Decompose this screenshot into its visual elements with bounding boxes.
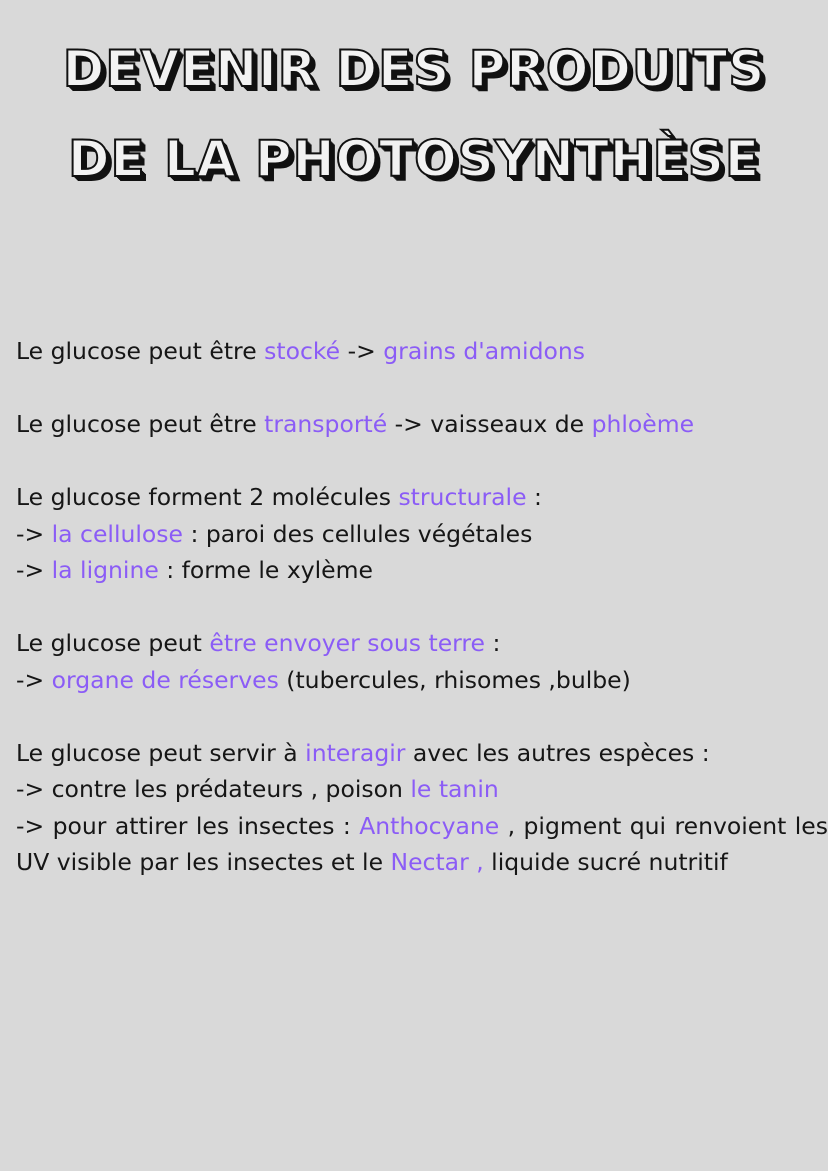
highlight-organe-reserves: organe de réserves xyxy=(51,665,279,694)
text: Le glucose forment 2 molécules xyxy=(16,483,399,511)
highlight-tanin: le tanin xyxy=(410,775,499,803)
text: -> vaisseaux de xyxy=(387,410,592,438)
highlight-interagir: interagir xyxy=(305,738,406,767)
highlight-sous-terre: être envoyer sous terre xyxy=(209,629,486,657)
text: -> xyxy=(16,665,52,694)
paragraph-structure-line-2 xyxy=(16,516,828,553)
text: liquide sucré nutritif xyxy=(483,848,728,876)
paragraph-structure-line-3 xyxy=(16,552,828,589)
highlight-nectar: Nectar , xyxy=(390,848,484,876)
text: -> contre les prédateurs , poison xyxy=(16,775,411,803)
text: -> xyxy=(16,556,52,584)
spacer xyxy=(16,698,828,735)
paragraph-transport xyxy=(16,406,828,443)
highlight-stocke: stocké xyxy=(264,337,341,365)
highlight-structurale: structurale xyxy=(398,483,527,511)
paragraph-reserve-line-2 xyxy=(16,662,828,699)
highlight-phloeme: phloème xyxy=(591,410,695,438)
spacer xyxy=(16,589,828,626)
title-line-2: DE LA PHOTOSYNTHÈSE xyxy=(68,130,760,188)
text: : xyxy=(526,483,542,511)
text: Le glucose peut être xyxy=(16,337,265,365)
paragraph-interaction-line-2 xyxy=(16,771,828,808)
text: avec les autres espèces : xyxy=(405,738,710,767)
text: Le glucose peut être xyxy=(16,410,265,438)
text: : xyxy=(485,629,501,657)
text: Le glucose peut servir à xyxy=(16,738,306,767)
highlight-cellulose: la cellulose xyxy=(51,519,183,548)
paragraph-structure-line-1 xyxy=(16,479,828,516)
document-body xyxy=(16,333,828,881)
text: -> xyxy=(16,519,52,548)
text: Le glucose peut xyxy=(16,629,210,657)
title-line-1: DEVENIR DES PRODUITS xyxy=(62,40,766,98)
paragraph-interaction-line-3 xyxy=(16,808,828,881)
highlight-lignine: la lignine xyxy=(51,556,159,584)
paragraph-stockage xyxy=(16,333,828,370)
text: : paroi des cellules végétales xyxy=(182,519,533,548)
text: , pigment qui renvoient les UV visible par les insectes et le xyxy=(16,811,828,876)
text: -> pour attirer les insectes : xyxy=(16,811,360,840)
highlight-transporte: transporté xyxy=(264,410,388,438)
highlight-anthocyane: Anthocyane xyxy=(359,811,500,840)
highlight-grains-amidons: grains d'amidons xyxy=(383,337,585,365)
paragraph-reserve-line-1 xyxy=(16,625,828,662)
text: -> xyxy=(340,337,384,365)
spacer xyxy=(16,443,828,480)
spacer xyxy=(16,370,828,407)
text: : forme le xylème xyxy=(158,556,373,584)
text: (tubercules, rhisomes ,bulbe) xyxy=(278,665,631,694)
paragraph-interaction-line-1 xyxy=(16,735,828,772)
